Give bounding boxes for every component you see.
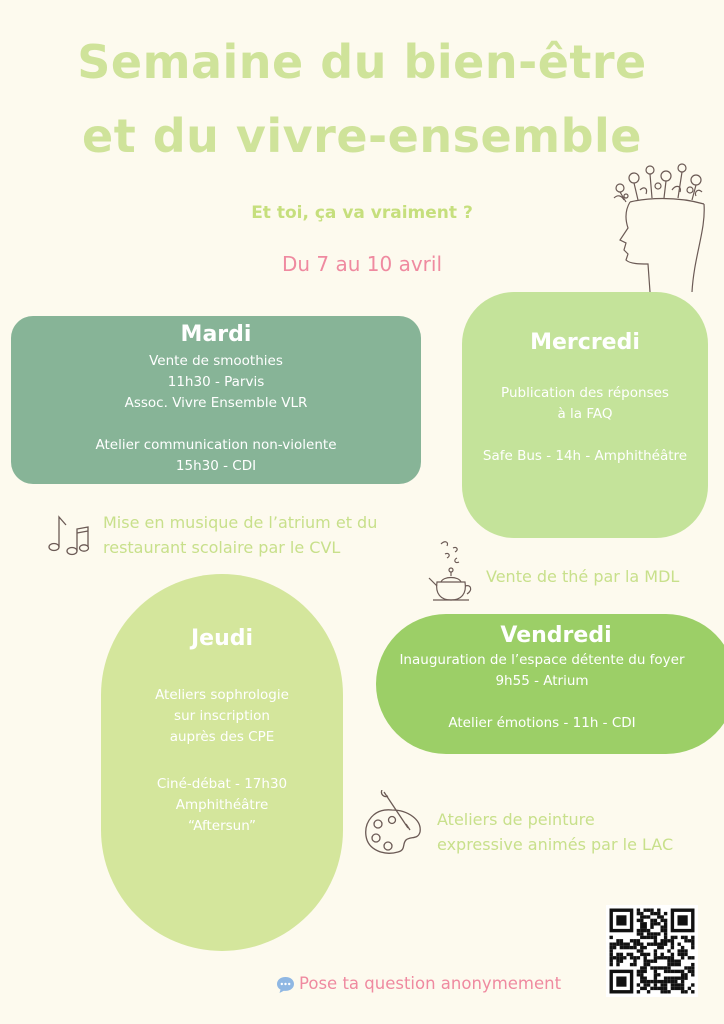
- music-notes-icon: [46, 513, 92, 557]
- card-mercredi: [462, 292, 708, 538]
- anonymous-question-link[interactable]: Pose ta question anonymement: [299, 974, 562, 993]
- vendredi-line: Atelier émotions - 11h - CDI: [448, 715, 636, 731]
- mercredi-line: à la FAQ: [557, 406, 613, 422]
- qr-code-icon: [606, 905, 698, 997]
- jeudi-line: Amphithéâtre: [175, 797, 269, 813]
- activity-painting-line: Ateliers de peinture: [437, 810, 595, 829]
- card-mardi: [11, 316, 421, 484]
- speech-bubble-icon: [276, 976, 295, 994]
- jeudi-line: Ciné-débat - 17h30: [156, 776, 288, 792]
- activity-music-line: Mise en musique de l’atrium et du: [103, 513, 378, 532]
- mardi-line: 11h30 - Parvis: [167, 374, 265, 390]
- mercredi-line: Publication des réponses: [501, 385, 669, 401]
- activity-music: [103, 510, 377, 560]
- vendredi-line: 9h55 - Atrium: [495, 673, 589, 689]
- mardi-line: 15h30 - CDI: [175, 458, 257, 474]
- title-line-1: Semaine du bien-être: [77, 35, 647, 89]
- jeudi-line: Ateliers sophrologie: [155, 687, 289, 703]
- day-title-jeudi: Jeudi: [190, 626, 254, 651]
- day-title-mercredi: Mercredi: [530, 330, 640, 355]
- vendredi-line: [376, 692, 724, 713]
- vendredi-line: Inauguration de l’espace détente du foyer: [399, 652, 685, 668]
- activity-tea: Vente de thé par la MDL: [486, 567, 680, 586]
- activity-painting-line: expressive animés par le LAC: [437, 835, 674, 854]
- activity-music-line: restaurant scolaire par le CVL: [103, 538, 341, 557]
- jeudi-line: [101, 748, 343, 774]
- teapot-icon: [427, 538, 473, 606]
- card-vendredi: [376, 614, 724, 754]
- mardi-line: Atelier communication non-violente: [95, 437, 337, 453]
- title-line-2: et du vivre-ensemble: [82, 109, 642, 163]
- event-dates: Du 7 au 10 avril: [281, 252, 443, 276]
- jeudi-line: “Aftersun”: [187, 818, 257, 834]
- mercredi-line: Safe Bus - 14h - Amphithéâtre: [482, 448, 688, 464]
- mercredi-line: [462, 425, 708, 446]
- day-title-vendredi: Vendredi: [500, 623, 612, 648]
- mardi-line: [11, 414, 421, 435]
- activity-painting: [437, 807, 673, 857]
- card-jeudi: [101, 574, 343, 951]
- mardi-line: Vente de smoothies: [149, 353, 283, 369]
- jeudi-line: auprès des CPE: [169, 729, 275, 745]
- day-title-mardi: Mardi: [180, 322, 252, 347]
- palette-icon: [362, 790, 424, 858]
- jeudi-line: sur inscription: [174, 708, 270, 724]
- head-with-flowers-icon: [606, 160, 710, 295]
- qr-code[interactable]: [606, 905, 698, 997]
- subtitle: Et toi, ça va vraiment ?: [251, 203, 473, 223]
- mardi-line: Assoc. Vivre Ensemble VLR: [124, 395, 308, 411]
